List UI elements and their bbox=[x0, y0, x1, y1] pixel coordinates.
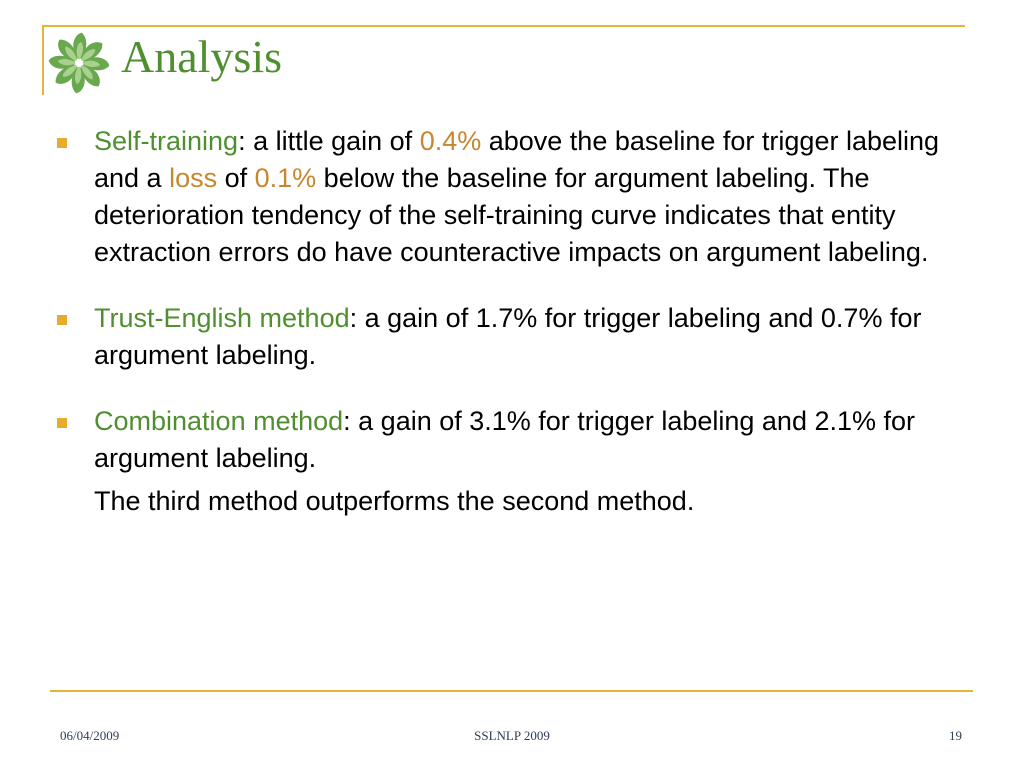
bullet-self-training bbox=[54, 123, 964, 271]
loss-word: loss bbox=[169, 163, 218, 193]
page-number: 19 bbox=[949, 728, 962, 743]
left-rule bbox=[42, 25, 44, 95]
loss-value: 0.1% bbox=[254, 163, 317, 193]
bullet-note: The third method outperforms the second method. bbox=[94, 486, 695, 516]
bullet-combination bbox=[54, 403, 964, 520]
bullet-text: above the baseline for trigger labeling and a bbox=[94, 126, 940, 193]
bullet-text: below the baseline for argument labeling. The deterioration tendency of the self-training curve indicates that entity extraction errors do have counteractive impacts on argument labeling. bbox=[94, 163, 929, 267]
slide-title: Analysis bbox=[121, 31, 282, 82]
term-combination: Combination method bbox=[94, 406, 344, 436]
top-rule bbox=[42, 25, 965, 27]
term-self-training: Self-training bbox=[94, 126, 239, 156]
term-trust-english: Trust-English method bbox=[94, 303, 350, 333]
bullet-text: : a little gain of bbox=[238, 126, 420, 156]
square-bullet-icon bbox=[57, 138, 67, 148]
bottom-rule bbox=[50, 690, 973, 692]
footer-date: 06/04/2009 bbox=[60, 728, 120, 743]
bullet-trust-english bbox=[54, 300, 964, 374]
pinwheel-flower-icon bbox=[46, 30, 112, 96]
bullet-text: of bbox=[217, 163, 255, 193]
square-bullet-icon bbox=[57, 418, 67, 428]
gain-value: 0.4% bbox=[419, 126, 482, 156]
square-bullet-icon bbox=[57, 315, 67, 325]
bullet-text: : a gain of 1.7% for trigger labeling and 0.7% for argument labeling. bbox=[94, 303, 922, 370]
footer-event: SSLNLP 2009 bbox=[474, 728, 550, 743]
bullet-text: : a gain of 3.1% for trigger labeling and 2.1% for argument labeling. bbox=[94, 406, 916, 473]
bullet-list bbox=[54, 123, 964, 520]
